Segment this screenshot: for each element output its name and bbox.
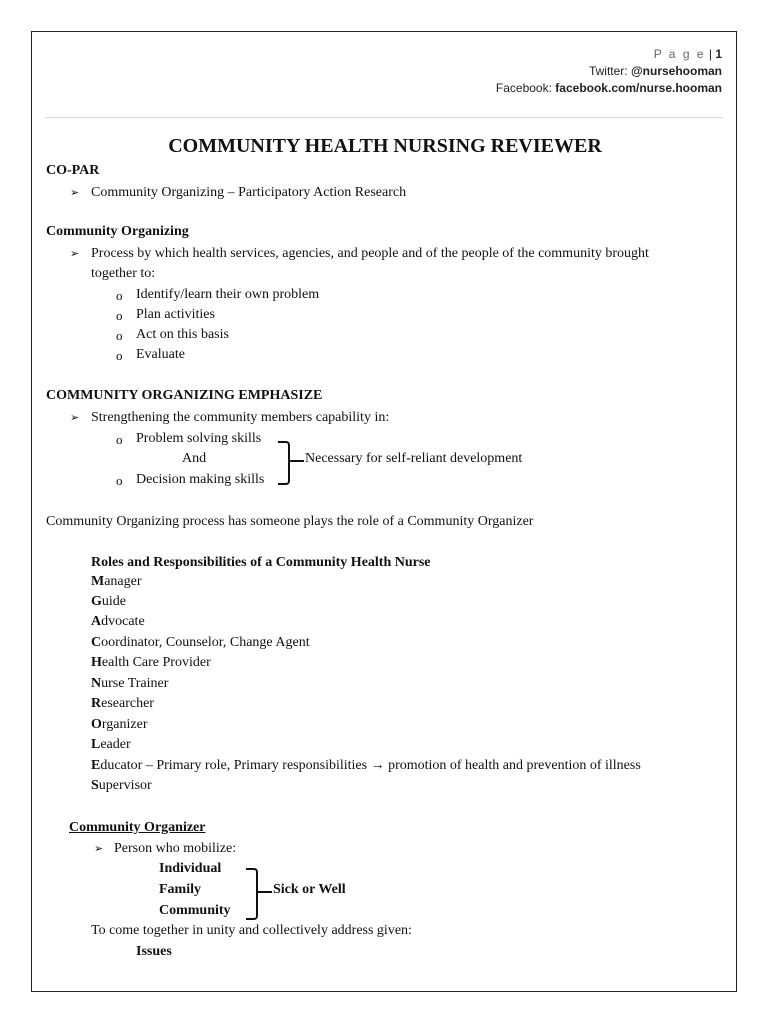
closing-line: To come together in unity and collectively address given: [91, 923, 412, 938]
circle-bullet-icon: o [116, 348, 123, 363]
list-item: Plan activities [136, 307, 215, 322]
brace-stem [256, 891, 272, 893]
emphasize-heading: COMMUNITY ORGANIZING EMPHASIZE [46, 388, 323, 403]
process-line: Community Organizing process has someone plays the role of a Community Organizer [46, 514, 534, 529]
list-item: Nurse Trainer [91, 676, 169, 691]
arrow-bullet-icon: ➢ [94, 843, 104, 855]
arrow-bullet-icon: ➢ [70, 412, 80, 424]
arrow-bullet-icon: ➢ [70, 248, 80, 260]
header-divider [46, 117, 722, 118]
list-item: Advocate [91, 614, 145, 629]
brace-stem [288, 460, 304, 462]
twitter-label: Twitter: [588, 64, 628, 78]
and-connector: And [182, 451, 207, 466]
list-item: Guide [91, 594, 126, 609]
page-number: 1 [715, 47, 722, 61]
list-item: Act on this basis [136, 327, 229, 342]
emphasize-bullet: Strengthening the community members capability in: [91, 410, 390, 425]
list-item: Manager [91, 574, 142, 589]
list-item: Identify/learn their own problem [136, 287, 320, 302]
community-organizing-bullet-line1: Process by which health services, agencies, and people and of the people of the community brought [91, 246, 649, 261]
circle-bullet-icon: o [116, 328, 123, 343]
facebook-line [496, 81, 722, 95]
organizer-bullet: Person who mobilize: [114, 841, 237, 856]
skills-brace-icon [278, 441, 290, 485]
issues-item: Issues [136, 944, 172, 959]
community-organizer-heading: Community Organizer [69, 820, 206, 835]
facebook-label: Facebook: [495, 81, 552, 95]
page-separator: | [708, 47, 712, 61]
copar-bullet: Community Organizing – Participatory Action Research [91, 185, 407, 200]
list-item: Leader [91, 737, 131, 752]
list-item: Family [159, 882, 201, 897]
circle-bullet-icon: o [116, 308, 123, 323]
arrow-bullet-icon: ➢ [70, 187, 80, 199]
twitter-handle[interactable]: @nursehooman [630, 64, 722, 78]
sick-or-well-label: Sick or Well [273, 882, 346, 897]
list-item: Supervisor [91, 778, 152, 793]
skills-brace-label: Necessary for self-reliant development [305, 451, 523, 466]
community-organizing-bullet-line2: together to: [91, 266, 156, 281]
list-item: Community [159, 903, 231, 918]
list-item: Individual [159, 861, 222, 876]
circle-bullet-icon: o [116, 473, 123, 488]
community-organizing-heading: Community Organizing [46, 224, 189, 239]
page-number-line [654, 47, 722, 61]
page-label: P a g e [653, 47, 706, 61]
list-item: Organizer [91, 717, 148, 732]
list-item: Coordinator, Counselor, Change Agent [91, 635, 310, 650]
circle-bullet-icon: o [116, 432, 123, 447]
problem-solving-item: Problem solving skills [136, 431, 262, 446]
roles-heading: Roles and Responsibilities of a Community Health Nurse [91, 555, 431, 570]
mobilize-brace-icon [246, 868, 258, 920]
list-item: Evaluate [136, 347, 185, 362]
twitter-line [589, 64, 722, 78]
list-item: Health Care Provider [91, 655, 211, 670]
document-page [31, 31, 737, 992]
document-title: COMMUNITY HEALTH NURSING REVIEWER [168, 135, 602, 157]
list-item: Educator – Primary role, Primary responsibilities → promotion of health and prevention of illness [91, 758, 641, 773]
list-item: Researcher [91, 696, 154, 711]
facebook-url[interactable]: facebook.com/nurse.hooman [555, 81, 722, 95]
copar-heading: CO-PAR [46, 163, 100, 178]
circle-bullet-icon: o [116, 288, 123, 303]
decision-making-item: Decision making skills [136, 472, 265, 487]
